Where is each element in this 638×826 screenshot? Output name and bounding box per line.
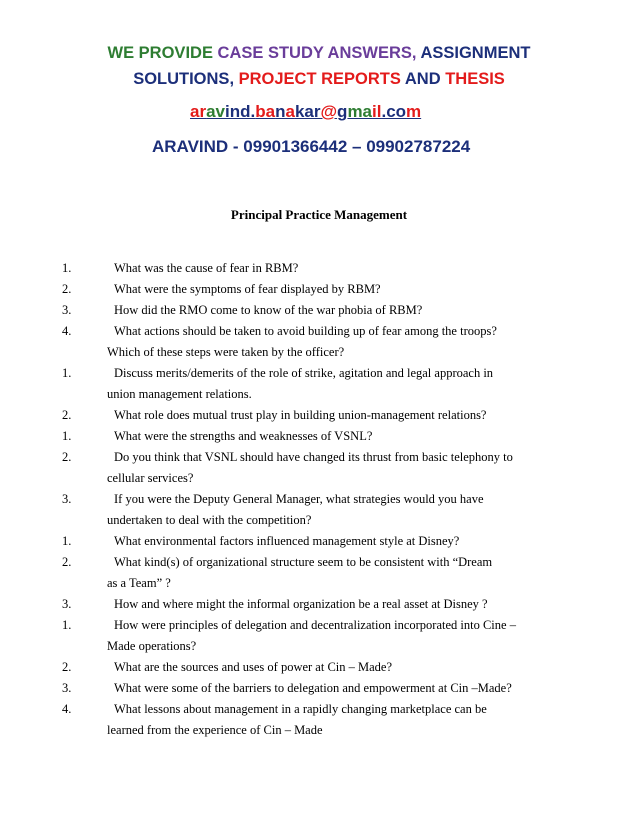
- question-number: 1.: [62, 261, 72, 275]
- email-segment: ar: [190, 102, 207, 121]
- email-segment: .: [250, 102, 256, 121]
- question-number: 1.: [62, 429, 72, 443]
- question-text: What were some of the barriers to delegation and empowerment at Cin –Made?: [114, 681, 512, 695]
- contact-phone: ARAVIND - 09901366442 – 09902787224: [152, 137, 471, 156]
- banner-segment: SOLUTIONS,: [133, 70, 239, 88]
- question-item: [62, 258, 582, 279]
- email-segment: il: [372, 102, 382, 121]
- question-text: What lessons about management in a rapidly changing marketplace can be: [114, 702, 487, 716]
- banner-segment: THESIS: [445, 70, 505, 88]
- question-item: [62, 531, 582, 552]
- email-segment: g: [337, 102, 348, 121]
- question-text-continuation: union management relations.: [107, 387, 252, 401]
- question-number: 2.: [62, 282, 72, 296]
- question-text: What environmental factors influenced management style at Disney?: [114, 534, 460, 548]
- banner-line-1: [108, 44, 531, 62]
- email-segment: ind: [225, 102, 251, 121]
- question-item: [62, 678, 582, 699]
- question-item: [62, 615, 582, 657]
- email-segment: kar: [294, 102, 321, 121]
- question-item: [62, 426, 582, 447]
- question-number: 3.: [62, 492, 72, 506]
- email-segment: n: [275, 102, 286, 121]
- banner-segment: AND: [404, 70, 446, 88]
- question-item: [62, 405, 582, 426]
- email-segment: a: [285, 102, 295, 121]
- question-item: [62, 321, 582, 363]
- banner-segment: PROJECT REPORTS: [238, 70, 405, 88]
- question-item: [62, 657, 582, 678]
- question-text-continuation: Which of these steps were taken by the officer?: [107, 345, 345, 359]
- question-item: [62, 300, 582, 321]
- question-text: Discuss merits/demerits of the role of strike, agitation and legal approach in: [114, 366, 494, 380]
- question-number: 2.: [62, 450, 72, 464]
- email-segment: .co: [381, 102, 407, 121]
- question-item: [62, 552, 582, 594]
- question-item: [62, 489, 582, 531]
- question-text: Do you think that VSNL should have changed its thrust from basic telephony to: [114, 450, 513, 464]
- document-title: Principal Practice Management: [230, 207, 408, 222]
- question-number: 4.: [62, 702, 72, 716]
- banner-segment: CASE STUDY ANSWERS,: [217, 44, 421, 62]
- question-number: 1.: [62, 618, 72, 632]
- question-list: [62, 258, 582, 741]
- question-text: What actions should be taken to avoid building up of fear among the troops?: [114, 324, 497, 338]
- question-text: What were the symptoms of fear displayed by RBM?: [114, 282, 381, 296]
- banner-segment: WE PROVIDE: [107, 44, 218, 62]
- question-text: What was the cause of fear in RBM?: [114, 261, 299, 275]
- question-number: 1.: [62, 366, 72, 380]
- question-text: What kind(s) of organizational structure seem to be consistent with “Dream: [114, 555, 493, 569]
- banner-segment: ASSIGNMENT: [420, 44, 531, 62]
- question-number: 2.: [62, 408, 72, 422]
- email-segment: m: [406, 102, 422, 121]
- question-number: 2.: [62, 555, 72, 569]
- question-item: [62, 363, 582, 405]
- question-number: 3.: [62, 303, 72, 317]
- email-segment: @: [320, 102, 338, 121]
- question-text-continuation: cellular services?: [107, 471, 194, 485]
- question-item: [62, 699, 582, 741]
- email-address[interactable]: [190, 102, 421, 122]
- question-number: 1.: [62, 534, 72, 548]
- question-text-continuation: undertaken to deal with the competition?: [107, 513, 312, 527]
- email-segment: ma: [347, 102, 373, 121]
- question-item: [62, 447, 582, 489]
- question-text: How did the RMO come to know of the war phobia of RBM?: [114, 303, 423, 317]
- banner-heading: [0, 40, 638, 92]
- question-number: 3.: [62, 681, 72, 695]
- question-item: [62, 594, 582, 615]
- question-text-continuation: learned from the experience of Cin – Made: [107, 723, 323, 737]
- banner-line-2: [0, 66, 638, 92]
- question-number: 3.: [62, 597, 72, 611]
- question-text: How and where might the informal organization be a real asset at Disney ?: [114, 597, 488, 611]
- question-text: What role does mutual trust play in building union-management relations?: [114, 408, 487, 422]
- question-text: How were principles of delegation and decentralization incorporated into Cine –: [114, 618, 516, 632]
- question-item: [62, 279, 582, 300]
- question-text-continuation: Made operations?: [107, 639, 197, 653]
- question-text-continuation: as a Team” ?: [107, 576, 171, 590]
- question-number: 2.: [62, 660, 72, 674]
- question-text: If you were the Deputy General Manager, what strategies would you have: [114, 492, 484, 506]
- question-text: What are the sources and uses of power at Cin – Made?: [114, 660, 393, 674]
- email-segment: ba: [255, 102, 276, 121]
- question-number: 4.: [62, 324, 72, 338]
- email-segment: av: [206, 102, 225, 121]
- question-text: What were the strengths and weaknesses of VSNL?: [114, 429, 373, 443]
